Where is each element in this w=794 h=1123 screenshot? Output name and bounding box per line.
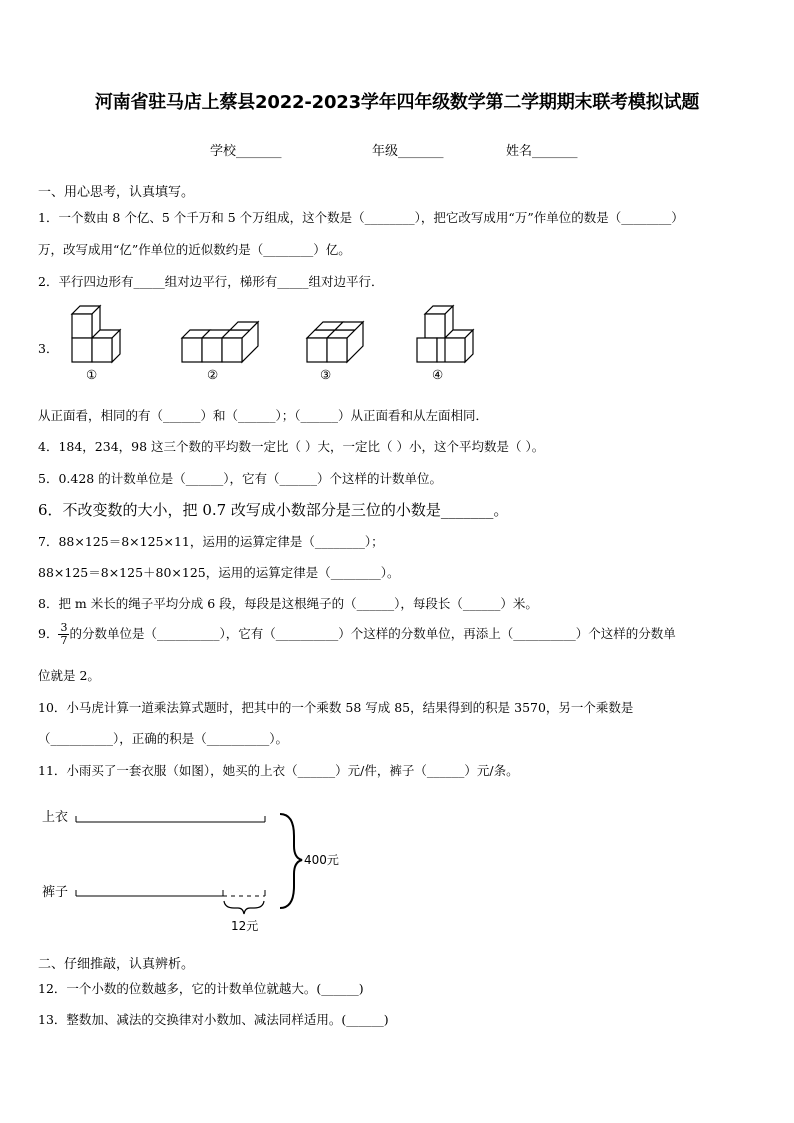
section-heading-1: 一、用心思考，认真填写。 — [38, 185, 195, 200]
cube-figure-1 — [72, 306, 120, 362]
fraction-denominator: 7 — [60, 634, 68, 647]
question-3-text: 从正面看，相同的有（______）和（______）；（______）从正面看和从左面相同． — [38, 408, 489, 423]
question-9-text: 的分数单位是（__________），它有（__________）个这样的分数单位，再添上（__________）个这样的分数单 — [69, 626, 676, 641]
question-1-line-2: 万，改写成用“亿”作单位的近似数约是（________）亿。 — [38, 242, 351, 257]
question-6: 6．不改变数的大小，把 0.7 改写成小数部分是三位的小数是_______。 — [38, 501, 509, 519]
diff-brace — [224, 901, 264, 914]
question-9-number: 9． — [38, 626, 59, 641]
total-brace — [280, 814, 302, 908]
fraction-3-7 — [58, 622, 69, 647]
shirt-segment — [76, 816, 265, 822]
pants-segment — [76, 890, 265, 896]
cube-figures — [60, 300, 480, 390]
name-field: 姓名_______ — [506, 144, 578, 159]
question-9-line-1 — [38, 622, 676, 647]
diff-label: 12元 — [231, 919, 259, 933]
question-10-line-2: （__________），正确的积是（__________）。 — [38, 731, 289, 746]
question-12: 12．一个小数的位数越多，它的计数单位就越大。(______) — [38, 981, 364, 996]
fraction-numerator: 3 — [60, 621, 68, 634]
section-heading-2: 二、仔细推敲，认真辨析。 — [38, 957, 195, 972]
question-2: 2．平行四边形有_____组对边平行，梯形有_____组对边平行． — [38, 274, 384, 289]
shirt-label: 上衣 — [42, 810, 69, 825]
question-4: 4．184，234，98 这三个数的平均数一定比（ ）大，一定比（ ）小，这个平均数是（ ）。 — [38, 439, 545, 454]
question-8: 8．把 m 米长的绳子平均分成 6 段，每段是这根绳子的（______），每段长（______）米。 — [38, 596, 538, 611]
question-9-line-2: 位就是 2。 — [38, 668, 100, 683]
question-11: 11．小雨买了一套衣服（如图），她买的上衣（______）元/件，裤子（______）元/条。 — [38, 763, 519, 778]
page-title: 河南省驻马店上蔡县2022-2023学年四年级数学第二学期期末联考模拟试题 — [94, 92, 700, 113]
question-1-line-1: 1．一个数由 8 个亿、5 个千万和 5 个万组成，这个数是（________），把它改写成用“万”作单位的数是（________） — [38, 210, 684, 225]
question-7-line-1: 7．88×125＝8×125×11，运用的运算定律是（________）； — [38, 534, 384, 549]
question-7-line-2: 88×125＝8×125＋80×125，运用的运算定律是（________）。 — [38, 565, 400, 580]
question-13: 13．整数加、减法的交换律对小数加、减法同样适用。(______) — [38, 1012, 389, 1027]
pants-label: 裤子 — [42, 885, 69, 900]
cube-figure-3 — [307, 322, 363, 362]
question-10-line-1: 10．小马虎计算一道乘法算式题时，把其中的一个乘数 58 写成 85，结果得到的积是 3570，另一个乘数是 — [38, 700, 634, 715]
total-label: 400元 — [304, 853, 339, 867]
cube-label-4: ④ — [432, 367, 444, 382]
cube-label-3: ③ — [320, 367, 332, 382]
grade-field: 年级_______ — [372, 144, 444, 159]
cube-label-1: ① — [86, 367, 98, 382]
question-3-number: 3． — [38, 341, 59, 356]
cube-figure-4 — [417, 306, 473, 362]
cube-label-2: ② — [207, 367, 219, 382]
question-5: 5．0.428 的计数单位是（______），它有（______）个这样的计数单位。 — [38, 471, 442, 486]
school-field: 学校_______ — [210, 144, 282, 159]
clothing-diagram — [38, 800, 358, 940]
cube-figure-2 — [182, 322, 258, 362]
